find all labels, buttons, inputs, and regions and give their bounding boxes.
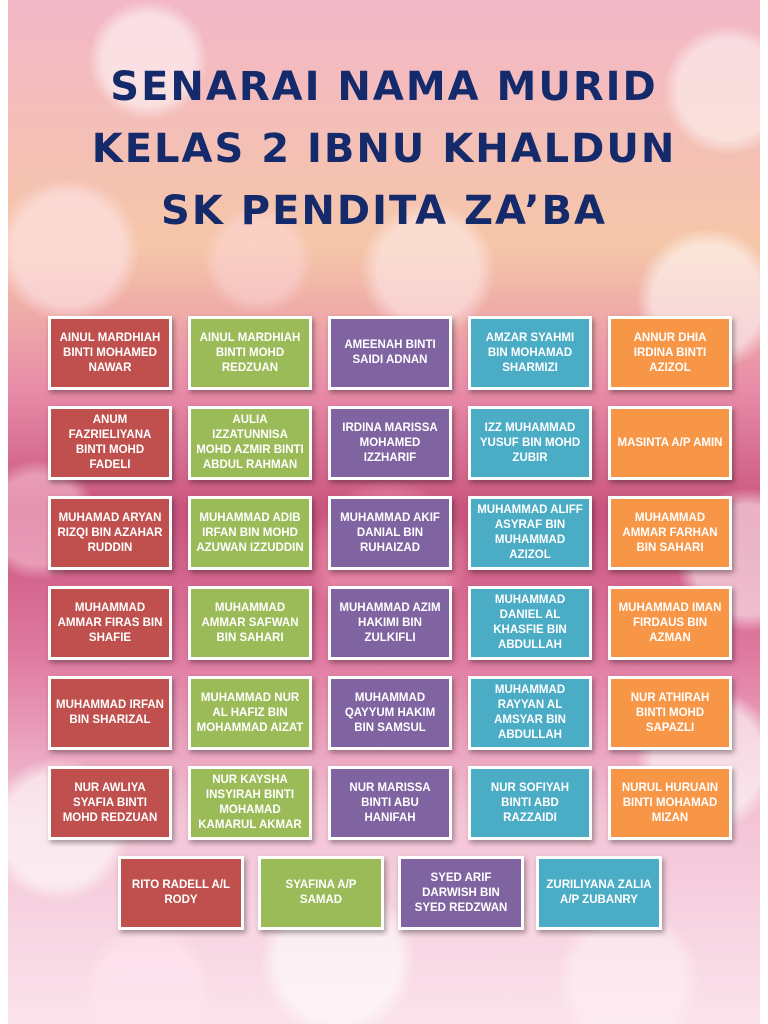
student-card: MUHAMMAD RAYYAN AL AMSYAR BIN ABDULLAH — [468, 676, 592, 750]
student-card: AINUL MARDHIAH BINTI MOHAMED NAWAR — [48, 316, 172, 390]
student-card: ANUM FAZRIELIYANA BINTI MOHD FADELI — [48, 406, 172, 480]
student-card: ZURILIYANA ZALIA A/P ZUBANRY — [536, 856, 662, 930]
student-card: NUR SOFIYAH BINTI ABD RAZZAIDI — [468, 766, 592, 840]
student-card: MASINTA A/P AMIN — [608, 406, 732, 480]
student-card: AINUL MARDHIAH BINTI MOHD REDZUAN — [188, 316, 312, 390]
title-line-1: SENARAI NAMA MURID — [110, 64, 658, 110]
student-card: AULIA IZZATUNNISA MOHD AZMIR BINTI ABDUL RAHMAN — [188, 406, 312, 480]
student-card: IRDINA MARISSA MOHAMED IZZHARIF — [328, 406, 452, 480]
student-card: RITO RADELL A/L RODY — [118, 856, 244, 930]
student-card: NUR KAYSHA INSYIRAH BINTI MOHAMAD KAMARUL AKMAR — [188, 766, 312, 840]
student-card: MUHAMMAD AMMAR SAFWAN BIN SAHARI — [188, 586, 312, 660]
student-card: MUHAMMAD NUR AL HAFIZ BIN MOHAMMAD AIZAT — [188, 676, 312, 750]
student-card: SYAFINA A/P SAMAD — [258, 856, 384, 930]
poster — [8, 0, 760, 1024]
student-card: MUHAMMAD IMAN FIRDAUS BIN AZMAN — [608, 586, 732, 660]
student-card: NUR AWLIYA SYAFIA BINTI MOHD REDZUAN — [48, 766, 172, 840]
student-card: MUHAMAD ARYAN RIZQI BIN AZAHAR RUDDIN — [48, 496, 172, 570]
student-card: MUHAMMAD QAYYUM HAKIM BIN SAMSUL — [328, 676, 452, 750]
student-card: MUHAMMAD AKIF DANIAL BIN RUHAIZAD — [328, 496, 452, 570]
student-card: ANNUR DHIA IRDINA BINTI AZIZOL — [608, 316, 732, 390]
student-card: SYED ARIF DARWISH BIN SYED REDZWAN — [398, 856, 524, 930]
student-card: MUHAMMAD AZIM HAKIMI BIN ZULKIFLI — [328, 586, 452, 660]
student-card: MUHAMMAD DANIEL AL KHASFIE BIN ABDULLAH — [468, 586, 592, 660]
student-card: MUHAMMAD IRFAN BIN SHARIZAL — [48, 676, 172, 750]
student-card: AMEENAH BINTI SAIDI ADNAN — [328, 316, 452, 390]
student-card: NUR MARISSA BINTI ABU HANIFAH — [328, 766, 452, 840]
student-card: MUHAMMAD ALIFF ASYRAF BIN MUHAMMAD AZIZOL — [468, 496, 592, 570]
student-card: MUHAMMAD ADIB IRFAN BIN MOHD AZUWAN IZZUDDIN — [188, 496, 312, 570]
student-card: MUHAMMAD AMMAR FIRAS BIN SHAFIE — [48, 586, 172, 660]
student-card: AMZAR SYAHMI BIN MOHAMAD SHARMIZI — [468, 316, 592, 390]
title-line-3: SK PENDITA ZA’BA — [161, 188, 607, 234]
student-card: NUR ATHIRAH BINTI MOHD SAPAZLI — [608, 676, 732, 750]
student-card: IZZ MUHAMMAD YUSUF BIN MOHD ZUBIR — [468, 406, 592, 480]
title-line-2: KELAS 2 IBNU KHALDUN — [91, 126, 677, 172]
page-title — [8, 56, 760, 242]
student-card: NURUL HURUAIN BINTI MOHAMAD MIZAN — [608, 766, 732, 840]
student-card: MUHAMMAD AMMAR FARHAN BIN SAHARI — [608, 496, 732, 570]
